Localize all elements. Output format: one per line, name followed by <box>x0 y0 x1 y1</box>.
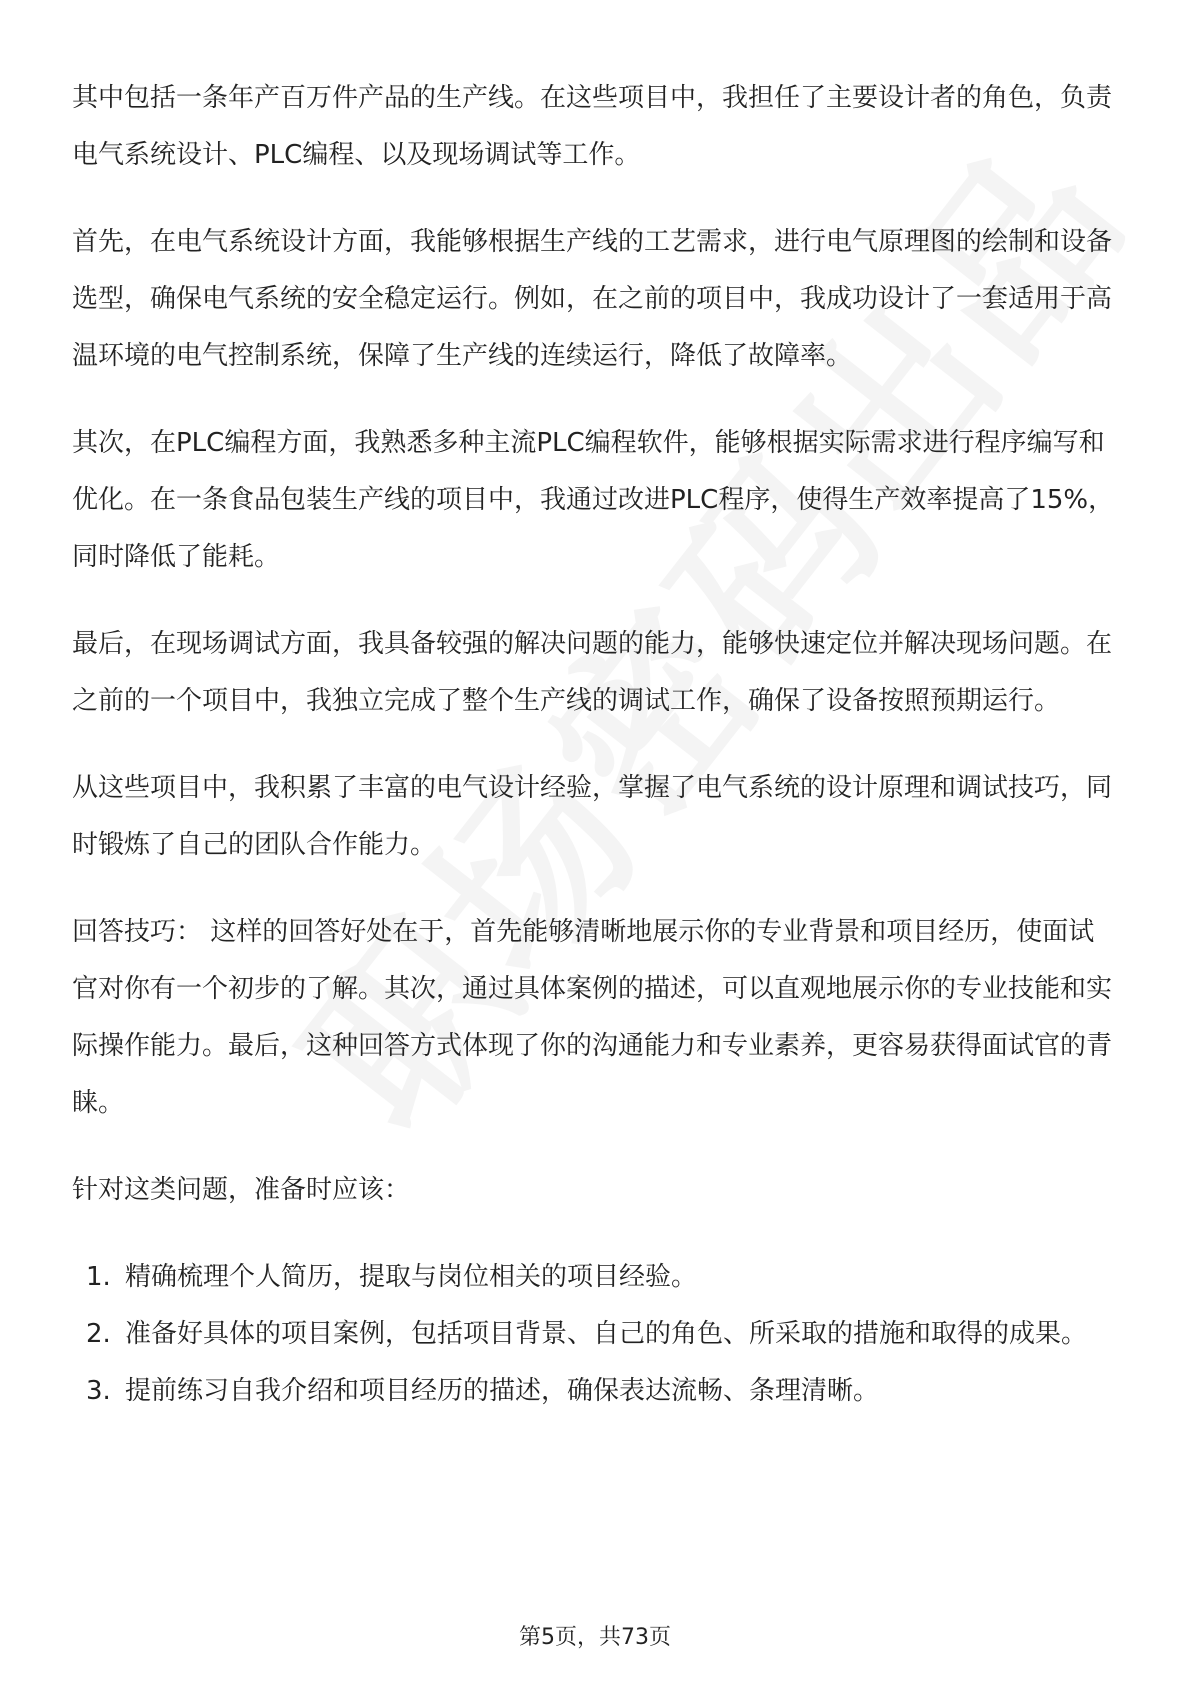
list-item <box>72 1306 1120 1363</box>
list-text: 精确梳理个人简历，提取与岗位相关的项目经验。 <box>125 1262 698 1292</box>
list-item <box>72 1249 1120 1306</box>
preparation-intro: 针对这类问题，准备时应该： <box>72 1175 411 1205</box>
list-text: 提前练习自我介绍和项目经历的描述，确保表达流畅、条理清晰。 <box>125 1376 880 1406</box>
list-number: 2. <box>86 1319 111 1349</box>
paragraph-2: 首先，在电气系统设计方面，我能够根据生产线的工艺需求，进行电气原理图的绘制和设备选型，确保电气系统的安全稳定运行。例如，在之前的项目中，我成功设计了一套适用于高温环境的电气控制系统，保障了生产线的连续运行，降低了故障率。 <box>72 227 1113 371</box>
list-number: 3. <box>86 1376 111 1406</box>
paragraph-3: 其次，在PLC编程方面，我熟悉多种主流PLC编程软件，能够根据实际需求进行程序编写和优化。在一条食品包装生产线的项目中，我通过改进PLC程序，使得生产效率提高了15%，同时降低了能耗。 <box>72 428 1115 572</box>
paragraph-4: 最后，在现场调试方面，我具备较强的解决问题的能力，能够快速定位并解决现场问题。在之前的一个项目中，我独立完成了整个生产线的调试工作，确保了设备按照预期运行。 <box>72 629 1113 716</box>
paragraph-1: 其中包括一条年产百万件产品的生产线。在这些项目中，我担任了主要设计者的角色，负责电气系统设计、PLC编程、以及现场调试等工作。 <box>72 83 1113 170</box>
paragraph-5: 从这些项目中，我积累了丰富的电气设计经验，掌握了电气系统的设计原理和调试技巧，同时锻炼了自己的团队合作能力。 <box>72 773 1113 860</box>
list-number: 1. <box>86 1262 111 1292</box>
list-text: 准备好具体的项目案例，包括项目背景、自己的角色、所采取的措施和取得的成果。 <box>125 1319 1088 1349</box>
page-number-footer: 第5页，共73页 <box>519 1625 671 1650</box>
preparation-list <box>72 1249 1120 1420</box>
list-item <box>72 1363 1120 1420</box>
document-body <box>72 70 1120 1420</box>
answer-tips-paragraph: 回答技巧： 这样的回答好处在于，首先能够清晰地展示你的专业背景和项目经历，使面试官对你有一个初步的了解。其次，通过具体案例的描述，可以直观地展示你的专业技能和实际操作能力。最后，这种回答方式体现了你的沟通能力和专业素养，更容易获得面试官的青睐。 <box>72 917 1113 1118</box>
